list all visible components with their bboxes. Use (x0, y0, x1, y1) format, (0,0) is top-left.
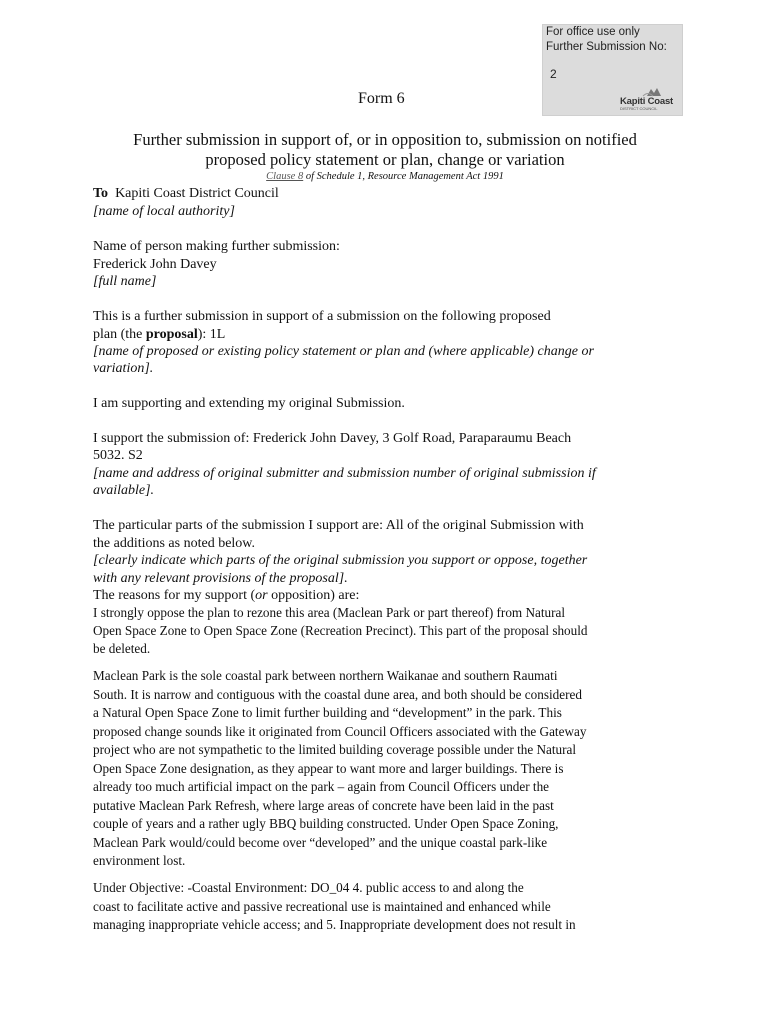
clause-text: of Schedule 1, Resource Management Act 1991 (303, 171, 504, 182)
person-hint: [full name] (93, 274, 157, 289)
proposal-line-2 (93, 326, 225, 344)
reasons-para-3-line-1: Under Objective: -Coastal Environment: DO_04 4. public access to and along the (93, 880, 524, 895)
to-value: Kapiti Coast District Council (115, 186, 279, 201)
reasons-para-3-line-3: managing inappropriate vehicle access; and 5. Inappropriate development does not result in (93, 917, 576, 932)
form-heading-line-2: proposed policy statement or plan, change or variation (205, 150, 565, 169)
office-use-box (542, 24, 683, 116)
reasons-label-post: opposition) are: (267, 588, 360, 603)
reasons-para-2-line-6: Open Space Zone designation, as they appear to want more and larger buildings. There is (93, 761, 564, 776)
reasons-para-3-line-2: coast to facilitate active and passive recreational use is maintained and enhanced while (93, 899, 551, 914)
to-label: To (93, 186, 109, 201)
proposal-hint-1: [name of proposed or existing policy statement or plan and (where applicable) change or (93, 344, 594, 359)
proposal-line-1: This is a further submission in support of a submission on the following proposed (93, 309, 551, 324)
logo-text: Kapiti Coast (620, 96, 674, 107)
parts-hint-2: with any relevant provisions of the proposal]. (93, 571, 348, 586)
proposal-value: ): 1L (197, 327, 226, 342)
parts-hint-1: [clearly indicate which parts of the original submission you support or oppose, together (93, 553, 588, 568)
form-heading-line-1: Further submission in support of, or in opposition to, submission on notified (133, 130, 637, 149)
logo-subtext: DISTRICT COUNCIL (620, 106, 658, 111)
person-label: Name of person making further submission: (93, 239, 340, 254)
support-of-hint-2: available]. (93, 483, 155, 498)
support-of-hint-1: [name and address of original submitter and submission number of original submission if (93, 466, 596, 481)
further-submission-number: 2 (550, 67, 557, 81)
reasons-label-italic: or (255, 588, 268, 603)
to-hint: [name of local authority] (93, 204, 235, 219)
proposal-line-2-pre: plan (the (93, 327, 146, 342)
reasons-para-2-line-7: already too much artificial impact on the park – again from Council Officers under the (93, 779, 550, 794)
to-line (93, 185, 279, 203)
reasons-para-2-line-9: couple of years and a rather ugly BBQ building constructed. Under Open Space Zoning, (93, 816, 559, 831)
office-use-label: For office use only (546, 26, 640, 38)
clause-link[interactable]: Clause 8 (266, 171, 304, 182)
reasons-para-1-line-3: be deleted. (93, 641, 151, 656)
reasons-para-2-line-3: a Natural Open Space Zone to limit further building and “development” in the park. This (93, 705, 562, 720)
proposal-bold: proposal (145, 327, 198, 342)
parts-line-2: the additions as noted below. (93, 536, 256, 551)
proposal-hint-2: variation]. (93, 361, 154, 376)
reasons-para-2-line-1: Maclean Park is the sole coastal park between northern Waikanae and southern Raumati (93, 668, 558, 683)
reasons-label (93, 587, 359, 605)
support-of-line-2: 5032. S2 (93, 448, 143, 463)
clause-reference (70, 171, 700, 182)
form-title: Form 6 (358, 90, 405, 107)
person-value: Frederick John Davey (93, 257, 217, 272)
reasons-para-2-line-2: South. It is narrow and contiguous with the coastal dune area, and both should be considered (93, 687, 582, 702)
further-submission-no-label: Further Submission No: (546, 41, 667, 53)
reasons-para-1-line-2: Open Space Zone to Open Space Zone (Recreation Precinct). This part of the proposal should (93, 623, 588, 638)
reasons-para-2-line-4: proposed change sounds like it originated from Council Officers associated with the Gateway (93, 724, 587, 739)
reasons-para-2-line-11: environment lost. (93, 853, 186, 868)
reasons-para-2-line-8: putative Maclean Park Refresh, where large areas of concrete have been laid in the past (93, 798, 554, 813)
support-of-line-1: I support the submission of: Frederick John Davey, 3 Golf Road, Paraparaumu Beach (93, 431, 572, 446)
reasons-para-2-line-10: Maclean Park would/could become over “developed” and the unique coastal park-like (93, 835, 548, 850)
parts-line-1: The particular parts of the submission I support are: All of the original Submission with (93, 518, 584, 533)
reasons-label-pre: The reasons for my support ( (93, 588, 256, 603)
reasons-para-2-line-5: project who are not sympathetic to the limited building coverage possible under the Natural (93, 742, 577, 757)
kapiti-coast-logo (617, 87, 679, 111)
supporting-statement: I am supporting and extending my original Submission. (93, 396, 405, 411)
reasons-para-1-line-1: I strongly oppose the plan to rezone this area (Maclean Park or part thereof) from Natural (93, 605, 566, 620)
